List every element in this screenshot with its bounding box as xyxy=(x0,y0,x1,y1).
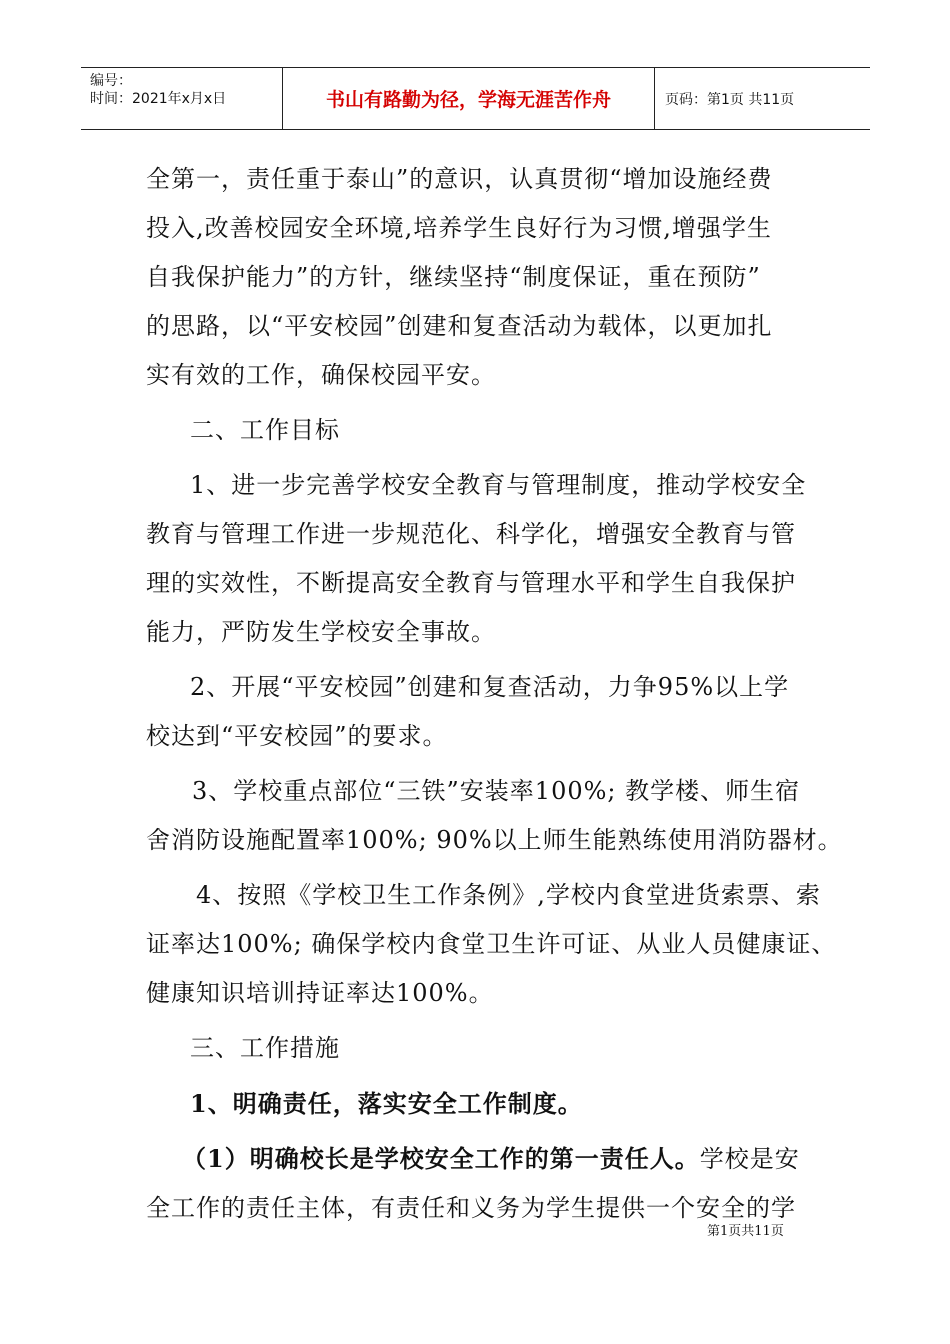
date-label: 时间：2021年x月x日 xyxy=(90,91,227,107)
body-line: 证率达100%; 确保学校内食堂卫生许可证、从业人员健康证、 xyxy=(146,930,837,958)
body-line: 自我保护能力”的方针，继续坚持“制度保证，重在预防” xyxy=(146,263,761,291)
body-line: 实有效的工作，确保校园平安。 xyxy=(146,361,496,389)
body-line: 能力，严防发生学校安全事故。 xyxy=(146,618,496,646)
body-line: 全工作的责任主体，有责任和义务为学生提供一个安全的学 xyxy=(146,1194,796,1222)
body-line: 2、开展“平安校园”创建和复查活动，力争95%以上学 xyxy=(190,673,790,701)
header-meta-cell xyxy=(81,68,282,129)
body-line: 投入,改善校园安全环境,培养学生良好行为习惯,增强学生 xyxy=(146,214,772,242)
bold-lead-sentence: （1）明确校长是学校安全工作的第一责任人。 xyxy=(182,1144,700,1173)
body-line: 教育与管理工作进一步规范化、科学化，增强安全教育与管 xyxy=(146,520,796,548)
body-line: 健康知识培训持证率达100%。 xyxy=(146,979,494,1007)
body-text: 学校是安 xyxy=(699,1145,800,1173)
body-line: 3、学校重点部位“三铁”安装率100%; 教学楼、师生宿 xyxy=(192,777,801,805)
body-line: 校达到“平安校园”的要求。 xyxy=(146,722,448,750)
body-line: 的思路，以“平安校园”创建和复查活动为载体，以更加扎 xyxy=(146,312,773,340)
header-page-number: 页码：第1页 共11页 xyxy=(665,91,795,108)
body-line: 4、按照《学校卫生工作条例》,学校内食堂进货索票、索 xyxy=(196,881,821,909)
body-line: 理的实效性，不断提高安全教育与管理水平和学生自我保护 xyxy=(146,569,796,597)
page-footer: 第1页共11页 xyxy=(707,1224,784,1239)
body-line: 全第一，责任重于泰山”的意识，认真贯彻“增加设施经费 xyxy=(146,165,773,193)
section-heading-goals: 二、工作目标 xyxy=(190,416,340,444)
header-motto: 书山有路勤为径，学海无涯苦作舟 xyxy=(282,68,655,129)
serial-number-label: 编号： xyxy=(90,73,132,89)
section-heading-measures: 三、工作措施 xyxy=(190,1034,340,1062)
subheading-responsibility: 1、明确责任，落实安全工作制度。 xyxy=(190,1089,583,1118)
document-body xyxy=(146,155,843,1233)
body-line: 1、进一步完善学校安全教育与管理制度，推动学校安全 xyxy=(190,471,807,499)
page-header xyxy=(81,67,870,130)
body-line: 舍消防设施配置率100%; 90%以上师生能熟练使用消防器材。 xyxy=(146,826,843,854)
